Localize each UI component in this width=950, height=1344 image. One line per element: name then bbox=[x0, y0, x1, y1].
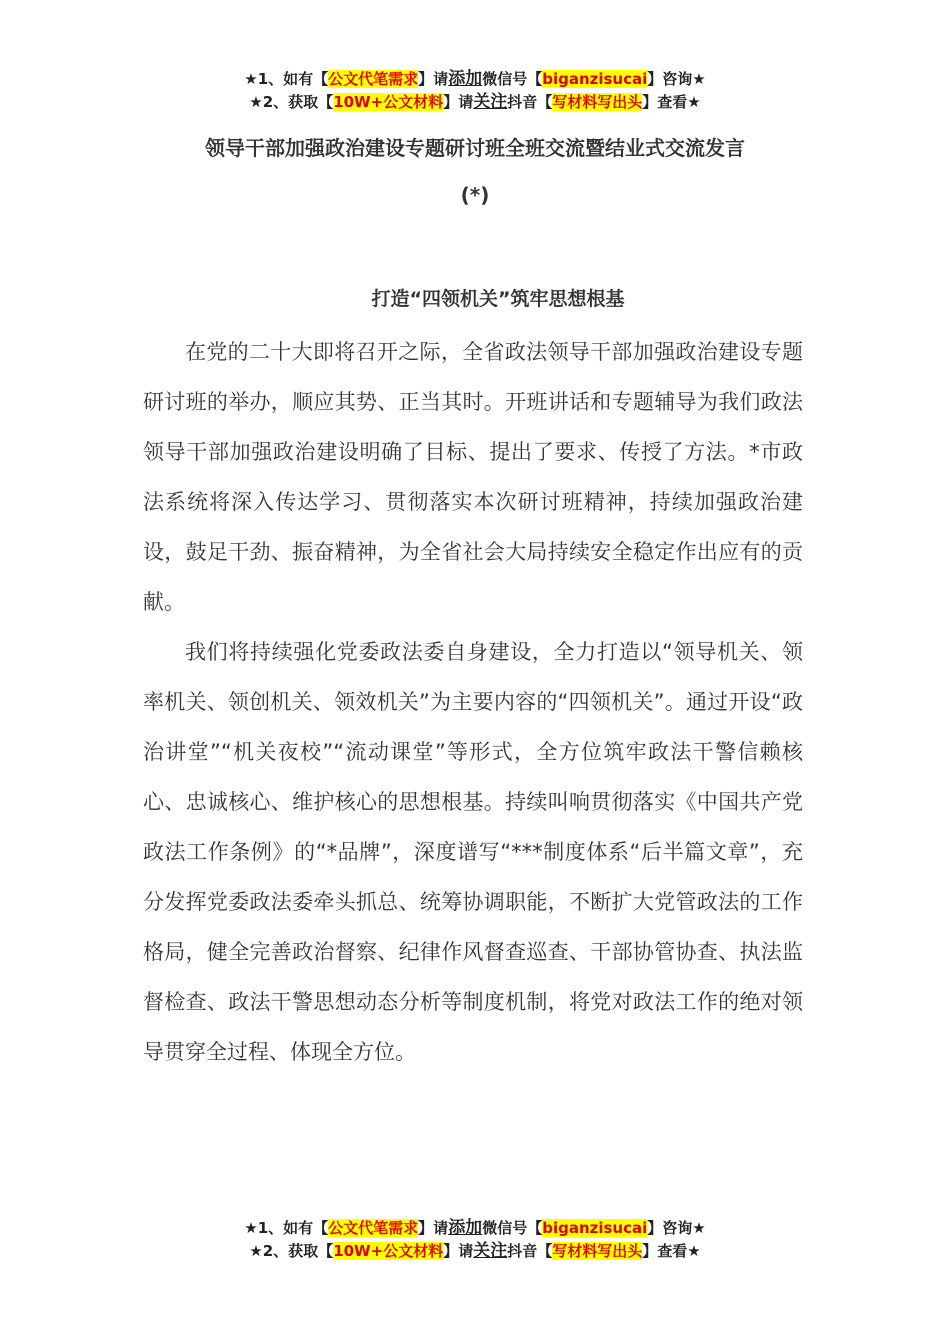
promo-highlight: 公文代笔需求 bbox=[328, 1219, 419, 1237]
promo-text: 】查看★ bbox=[642, 93, 701, 111]
promo-highlight: 公文代笔需求 bbox=[328, 70, 419, 88]
promo-text: ★2、获取【 bbox=[249, 93, 334, 111]
promo-text: 抖音【 bbox=[507, 1242, 553, 1260]
promo-text: 抖音【 bbox=[507, 93, 553, 111]
promo-highlight: 10W+公文材料 bbox=[333, 1242, 444, 1260]
promo-highlight: 10W+公文材料 bbox=[333, 93, 444, 111]
promo-highlight: 写材料写出头 bbox=[552, 1242, 643, 1260]
promo-highlight: 写材料写出头 bbox=[552, 93, 643, 111]
document-title: 领导干部加强政治建设专题研讨班全班交流暨结业式交流发言 bbox=[205, 136, 745, 160]
promo-text: 】请 bbox=[443, 1242, 474, 1260]
promo-highlight: biganzisucai bbox=[542, 70, 648, 88]
promo-line-1 bbox=[0, 68, 950, 91]
promo-line-2 bbox=[0, 1240, 950, 1263]
promo-text: 微信号【 bbox=[482, 1219, 543, 1237]
document-title-suffix: (*) bbox=[460, 183, 490, 207]
body-paragraph: 我们将持续强化党委政法委自身建设，全力打造以“领导机关、领率机关、领创机关、领效机关”为主要内容的“四领机关”。通过开设“政治讲堂”“机关夜校”“流动课堂”等形式，全方位筑牢政法干警信赖核心、忠诚核心、维护核心的思想根基。持续叫响贯彻落实《中国共产党政法工作条例》的“*品牌”，深度谱写“***制度体系“后半篇文章”，充分发挥党委政法委牵头抓总、统筹协调职能，不断扩大党管政法的工作格局，健全完善政治督察、纪律作风督查巡查、干部协管协查、执法监督检查、政法干警思想动态分析等制度机制，将党对政法工作的绝对领导贯穿全过程、体现全方位。 bbox=[143, 640, 803, 1064]
section-heading: 打造“四领机关”筑牢思想根基 bbox=[371, 288, 625, 310]
promo-text: 】请 bbox=[418, 70, 449, 88]
promo-text: 】请 bbox=[443, 93, 474, 111]
promo-emphasis: 添加 bbox=[448, 1218, 483, 1238]
promo-text: ★2、获取【 bbox=[249, 1242, 334, 1260]
body-paragraph: 在党的二十大即将召开之际，全省政法领导干部加强政治建设专题研讨班的举办，顺应其势、正当其时。开班讲话和专题辅导为我们政法领导干部加强政治建设明确了目标、提出了要求、传授了方法。*市政法系统将深入传达学习、贯彻落实本次研讨班精神，持续加强政治建设，鼓足干劲、振奋精神，为全省社会大局持续安全稳定作出应有的贡献。 bbox=[143, 340, 803, 614]
promo-banner-bottom bbox=[0, 1217, 950, 1263]
promo-text: 】咨询★ bbox=[647, 1219, 706, 1237]
promo-emphasis: 关注 bbox=[473, 1241, 508, 1261]
promo-text: 】请 bbox=[418, 1219, 449, 1237]
promo-line-2 bbox=[0, 91, 950, 114]
document-body bbox=[143, 327, 803, 1077]
promo-text: 】查看★ bbox=[642, 1242, 701, 1260]
promo-text: 】咨询★ bbox=[647, 70, 706, 88]
promo-text: 微信号【 bbox=[482, 70, 543, 88]
promo-highlight: biganzisucai bbox=[542, 1219, 648, 1237]
promo-text: ★1、如有【 bbox=[244, 1219, 329, 1237]
promo-emphasis: 添加 bbox=[448, 69, 483, 89]
promo-line-1 bbox=[0, 1217, 950, 1240]
promo-emphasis: 关注 bbox=[473, 92, 508, 112]
promo-banner-top bbox=[0, 68, 950, 114]
promo-text: ★1、如有【 bbox=[244, 70, 329, 88]
